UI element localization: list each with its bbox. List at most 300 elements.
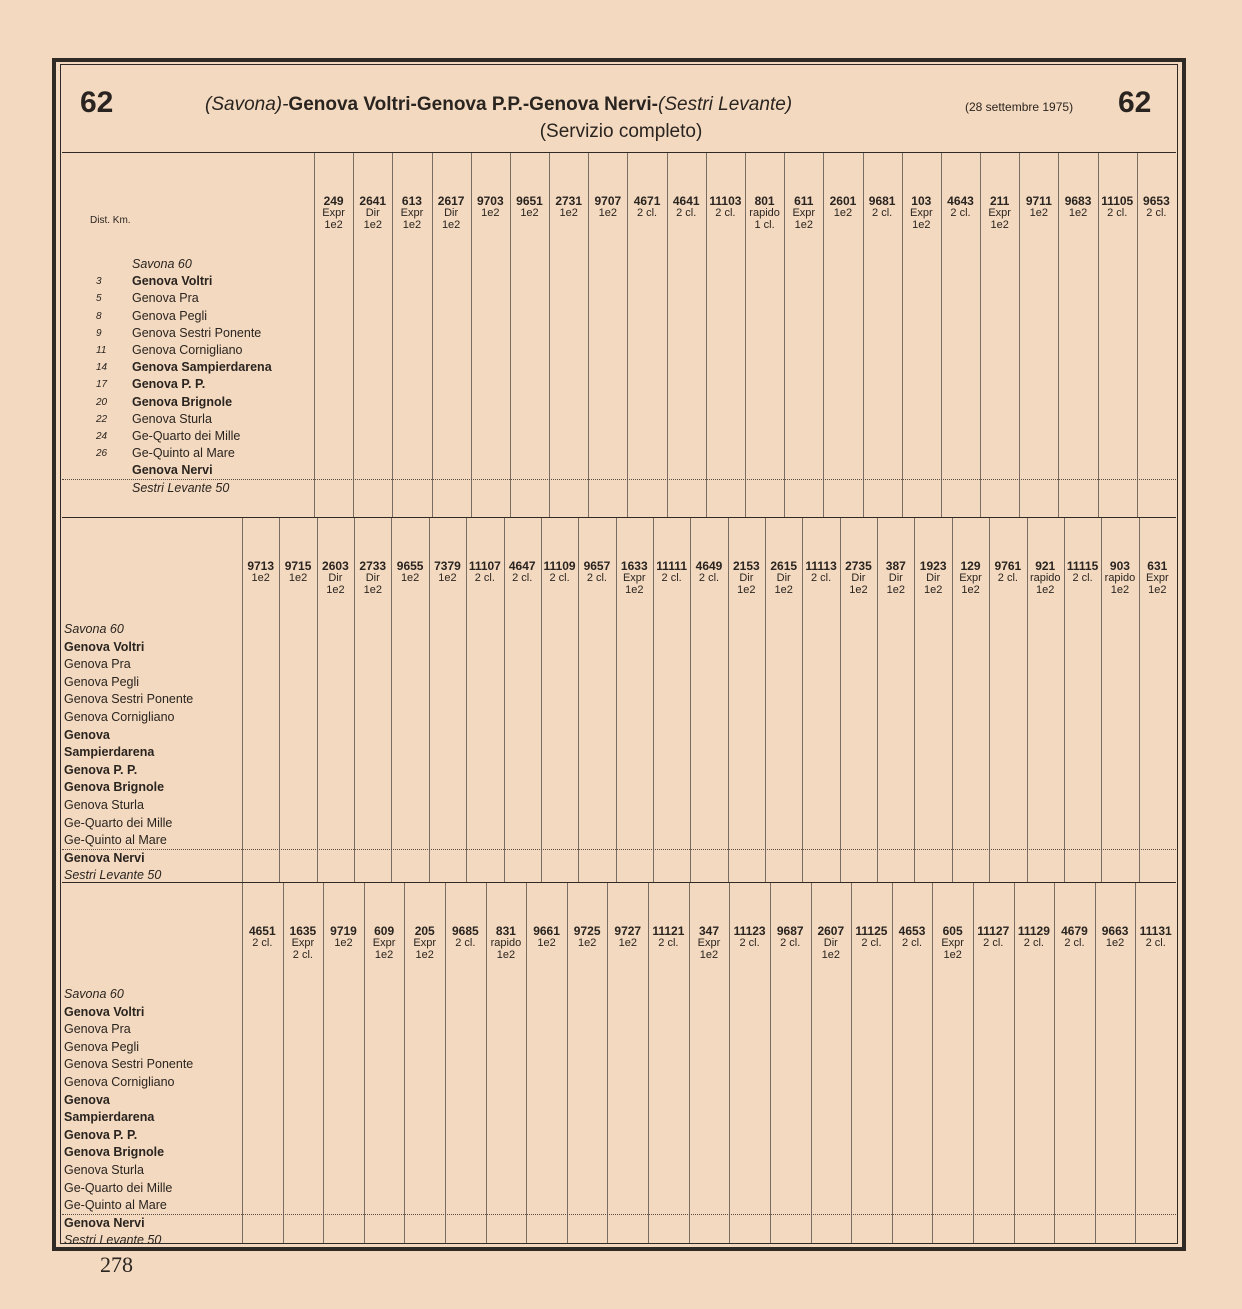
train-column-header	[771, 925, 810, 949]
train-type: Expr	[988, 207, 1011, 219]
train-number: 9685	[451, 924, 479, 938]
train-column-header	[467, 560, 502, 584]
train-type: Expr	[909, 207, 933, 219]
train-column-header	[1096, 925, 1135, 949]
train-number: 1923	[919, 559, 947, 573]
train-class: 2 cl.	[1064, 937, 1085, 949]
train-column-header	[280, 560, 315, 584]
train-number: 831	[495, 924, 516, 938]
train-column-header	[1028, 560, 1063, 596]
station-name: Genova Pra	[64, 657, 131, 672]
station-name: Sestri Levante 50	[132, 480, 230, 495]
train-class: 2 cl.	[455, 937, 476, 949]
train-type: Expr	[622, 572, 646, 584]
train-number: 2601	[829, 194, 857, 208]
train-class: 2 cl.	[1107, 207, 1128, 219]
train-number: 4651	[248, 924, 276, 938]
train-column-header	[668, 195, 705, 219]
train-number: 347	[698, 924, 719, 938]
train-column-header	[365, 925, 404, 961]
train-number: 801	[754, 194, 775, 208]
train-column-header	[990, 560, 1025, 584]
train-class: 2 cl.	[1146, 207, 1167, 219]
train-number: 9661	[533, 924, 560, 938]
train-column-header	[953, 560, 988, 596]
train-class: 1e2	[363, 584, 382, 596]
train-number: 7379	[434, 559, 461, 573]
train-number: 11131	[1139, 924, 1172, 938]
train-number: 11105	[1101, 194, 1134, 208]
train-column-header	[487, 925, 526, 961]
train-column-header	[472, 195, 509, 219]
train-class: 1e2	[577, 937, 597, 949]
train-number: 11113	[805, 559, 837, 573]
train-column-header	[608, 925, 647, 949]
train-number: 9687	[776, 924, 804, 938]
timetable-section-3	[62, 882, 1176, 1248]
station-name: Genova Pegli	[64, 674, 140, 689]
train-class: 2 cl.	[901, 937, 923, 949]
train-type: Expr	[1145, 572, 1169, 584]
train-number: 903	[1109, 559, 1130, 573]
station-name: Genova Sestri Ponente	[132, 325, 262, 340]
station-km: 5	[96, 293, 102, 305]
train-class: 1e2	[1105, 937, 1125, 949]
train-class: 1e2	[288, 572, 308, 584]
train-class: 2 cl.	[698, 572, 720, 584]
train-column-header	[628, 195, 665, 219]
train-number: 605	[942, 924, 963, 938]
train-column-header	[354, 195, 391, 231]
train-number: 11109	[543, 559, 576, 573]
train-number: 11129	[1017, 924, 1050, 938]
train-number: 9719	[330, 924, 357, 938]
page-number: 278	[100, 1252, 133, 1277]
train-number: 609	[374, 924, 395, 938]
train-class: 2 cl.	[997, 572, 1018, 584]
train-number: 2735	[845, 559, 872, 573]
train-class: 1e2	[537, 937, 556, 949]
train-column-header	[392, 560, 427, 584]
train-number: 11121	[652, 924, 685, 938]
train-number: 2733	[359, 559, 387, 573]
station-name: Genova Pra	[64, 1022, 131, 1037]
train-number: 249	[323, 194, 344, 208]
station-name: Sampierdarena	[64, 745, 155, 760]
station-name: Genova Brignole	[132, 394, 233, 409]
train-class: 1e2	[363, 219, 382, 231]
train-class: 1e2	[441, 219, 461, 231]
train-column-header	[243, 925, 282, 949]
station-km: 22	[96, 413, 108, 425]
train-class: 2 cl.	[1023, 937, 1044, 949]
table-number-right: 62	[1118, 86, 1152, 119]
train-column-header	[893, 925, 932, 949]
train-number: 921	[1035, 559, 1056, 573]
train-type: rapido	[1104, 572, 1136, 584]
train-column-header	[568, 925, 607, 949]
route-title	[205, 94, 792, 116]
station-name: Genova Sampierdarena	[132, 360, 272, 375]
train-number: 9713	[247, 559, 275, 573]
train-number: 9761	[994, 559, 1022, 573]
row-separator	[62, 849, 1176, 850]
train-column-header	[649, 925, 688, 949]
train-class: 1e2	[496, 949, 516, 961]
station-name: Genova	[64, 727, 110, 742]
station-name: Sestri Levante 50	[64, 1233, 162, 1248]
train-class: 1e2	[400, 572, 420, 584]
train-class: 1e2	[912, 219, 931, 231]
station-name: Genova Sturla	[64, 798, 144, 812]
route-subtitle: (Servizio completo)	[539, 121, 703, 142]
station-name: Ge-Quarto dei Mille	[64, 815, 173, 830]
train-type: Expr	[697, 937, 721, 949]
row-separator	[62, 479, 1176, 480]
train-column-header	[690, 925, 729, 961]
train-class: 2 cl.	[810, 572, 832, 584]
station-name: Genova Sturla	[132, 411, 212, 426]
station-name: Ge-Quinto al Mare	[64, 833, 167, 848]
train-column-header	[942, 195, 979, 219]
train-number: 11107	[468, 559, 501, 573]
train-column-header	[785, 195, 822, 231]
train-number: 4671	[633, 194, 661, 208]
train-number: 9663	[1101, 924, 1129, 938]
train-class: 2 cl.	[715, 207, 736, 219]
train-class: 2 cl.	[872, 207, 893, 219]
train-number: 9711	[1025, 194, 1052, 208]
train-number: 11123	[733, 924, 766, 938]
train-class: 2 cl.	[512, 572, 533, 584]
train-number: 9703	[476, 194, 504, 208]
route-date: (28 settembre 1975)	[965, 100, 1074, 114]
train-column-header	[446, 925, 485, 949]
station-name: Genova Voltri	[64, 1004, 145, 1019]
station-name: Genova Pegli	[64, 1039, 140, 1054]
train-column-header	[324, 925, 363, 949]
train-column-header	[284, 925, 323, 961]
train-column-header	[746, 195, 783, 231]
train-number: 11111	[656, 559, 687, 573]
train-number: 129	[960, 559, 981, 573]
train-column-header	[617, 560, 652, 596]
station-km: 14	[96, 362, 108, 374]
station-name: Genova P. P.	[64, 762, 138, 777]
train-column-header	[1099, 195, 1136, 219]
train-number: 9683	[1064, 194, 1092, 208]
train-column-header	[579, 560, 614, 584]
train-class: 2 cl.	[636, 207, 658, 219]
station-name: Genova Voltri	[132, 274, 213, 289]
train-class: 2 cl.	[739, 937, 760, 949]
train-column-header	[433, 195, 470, 231]
train-class: 1e2	[618, 937, 637, 949]
station-name: Genova Brignole	[64, 780, 165, 795]
train-class: 1e2	[923, 584, 943, 596]
train-number: 2607	[817, 924, 845, 938]
train-type: Dir	[739, 572, 754, 584]
train-class: 1e2	[1029, 207, 1049, 219]
train-number: 4647	[508, 559, 536, 573]
train-class: 1e2	[961, 584, 980, 596]
train-number: 103	[911, 194, 932, 208]
train-column-header	[933, 925, 972, 961]
train-class: 2 cl.	[983, 937, 1004, 949]
train-column-header	[511, 195, 548, 219]
train-class: 1e2	[990, 219, 1009, 231]
train-class: 2 cl.	[292, 949, 313, 961]
station-name: Ge-Quinto al Mare	[132, 446, 235, 461]
train-column-header	[1138, 195, 1175, 219]
train-number: 1635	[289, 924, 317, 938]
route-title-main: Genova Voltri-Genova P.P.-Genova Nervi-	[288, 94, 658, 115]
station-name: Genova Voltri	[64, 639, 145, 654]
train-class: 1 cl.	[754, 219, 775, 231]
train-column-header	[903, 195, 940, 231]
train-number: 11125	[855, 924, 888, 938]
train-column-header	[505, 560, 540, 584]
station-name: Genova P. P.	[64, 1127, 138, 1142]
train-type: Expr	[322, 207, 345, 219]
train-class: 1e2	[625, 584, 644, 596]
train-column-header	[974, 925, 1013, 949]
train-class: 2 cl.	[586, 572, 607, 584]
train-column-header	[542, 560, 577, 584]
train-type: Expr	[291, 937, 315, 949]
train-number: 1633	[620, 559, 648, 573]
train-number: 9657	[583, 559, 611, 573]
train-number: 9655	[396, 559, 424, 573]
station-name: Genova Sestri Ponente	[64, 1057, 194, 1072]
train-column-header	[1015, 925, 1054, 949]
distance-label: Dist. Km.	[90, 215, 131, 226]
station-name: Genova Cornigliano	[64, 1075, 175, 1089]
train-class: 1e2	[402, 219, 422, 231]
train-type: Dir	[365, 572, 380, 584]
train-number: 2615	[770, 559, 798, 573]
train-type: Dir	[851, 572, 866, 584]
train-type: Dir	[365, 207, 380, 219]
train-class: 1e2	[251, 572, 270, 584]
train-class: 1e2	[520, 207, 539, 219]
station-name: Genova	[64, 1092, 110, 1107]
train-class: 2 cl.	[1072, 572, 1093, 584]
train-column-header	[841, 560, 876, 596]
train-number: 2641	[359, 194, 387, 208]
train-class: 1e2	[794, 219, 813, 231]
train-class: 1e2	[821, 949, 840, 961]
station-name: Genova Pra	[132, 291, 199, 306]
train-class: 1e2	[1068, 207, 1088, 219]
train-column-header	[878, 560, 913, 596]
train-number: 9651	[516, 194, 543, 208]
train-column-header	[243, 560, 278, 584]
train-number: 2603	[322, 559, 349, 573]
train-column-header	[315, 195, 352, 231]
train-column-header	[812, 925, 851, 961]
train-type: Expr	[413, 937, 437, 949]
station-km: 20	[96, 396, 108, 408]
train-class: 1e2	[833, 207, 853, 219]
train-number: 613	[401, 194, 422, 208]
train-class: 1e2	[943, 949, 962, 961]
train-class: 1e2	[598, 207, 618, 219]
station-name: Ge-Quarto dei Mille	[132, 429, 241, 443]
train-number: 11127	[977, 924, 1010, 938]
train-column-header	[1020, 195, 1057, 219]
train-number: 4641	[672, 194, 700, 208]
station-name: Ge-Quinto al Mare	[64, 1198, 167, 1213]
train-column-header	[1136, 925, 1175, 949]
train-class: 2 cl.	[861, 937, 882, 949]
train-type: Expr	[400, 207, 424, 219]
train-type: rapido	[1029, 572, 1061, 584]
train-column-header	[1055, 925, 1094, 949]
station-name: Savona 60	[64, 622, 124, 636]
station-km: 8	[96, 310, 102, 322]
train-column-header	[730, 925, 769, 949]
train-class: 2 cl.	[950, 207, 971, 219]
train-column-header	[915, 560, 950, 596]
station-name: Genova Nervi	[64, 850, 145, 865]
train-type: Expr	[941, 937, 964, 949]
table-number-left: 62	[80, 86, 114, 119]
train-column-header	[1140, 560, 1175, 596]
train-number: 11115	[1066, 559, 1099, 573]
station-name: Savona 60	[64, 987, 124, 1001]
train-class: 1e2	[1110, 584, 1130, 596]
train-type: Dir	[888, 572, 903, 584]
train-class: 2 cl.	[549, 572, 570, 584]
train-class: 1e2	[1148, 584, 1167, 596]
train-column-header	[527, 925, 566, 949]
train-class: 1e2	[481, 207, 500, 219]
train-class: 1e2	[699, 949, 719, 961]
route-title-origin: (Savona)-	[205, 94, 289, 115]
train-class: 1e2	[415, 949, 434, 961]
train-number: 4653	[898, 924, 926, 938]
station-km: 9	[96, 327, 102, 339]
route-title-destination: (Sestri Levante)	[658, 94, 793, 115]
train-column-header	[1065, 560, 1100, 584]
train-number: 4679	[1061, 924, 1088, 938]
station-name: Genova Cornigliano	[132, 343, 243, 357]
train-column-header	[691, 560, 726, 584]
station-km: 11	[96, 345, 107, 356]
train-class: 2 cl.	[676, 207, 697, 219]
train-type: Dir	[776, 572, 791, 584]
train-column-header	[852, 925, 891, 949]
train-number: 9727	[614, 924, 642, 938]
train-type: Dir	[444, 207, 459, 219]
train-column-header	[729, 560, 764, 596]
train-number: 2731	[555, 194, 583, 208]
train-column-header	[430, 560, 465, 584]
train-type: Expr	[959, 572, 982, 584]
train-class: 2 cl.	[661, 572, 682, 584]
row-separator	[62, 1214, 1176, 1215]
train-type: rapido	[490, 937, 522, 949]
train-column-header	[318, 560, 353, 596]
train-column-header	[589, 195, 626, 219]
train-column-header	[1059, 195, 1096, 219]
train-number: 631	[1147, 559, 1168, 573]
train-column-header	[824, 195, 861, 219]
station-name: Sampierdarena	[64, 1110, 155, 1125]
train-number: 205	[414, 924, 435, 938]
train-number: 11103	[709, 194, 742, 208]
train-column-header	[1102, 560, 1137, 596]
station-name: Savona 60	[132, 257, 192, 271]
train-class: 1e2	[334, 937, 353, 949]
station-name: Sestri Levante 50	[64, 868, 162, 883]
station-name: Genova Brignole	[64, 1145, 165, 1160]
station-km: 3	[96, 276, 102, 288]
train-class: 2 cl.	[1145, 937, 1166, 949]
train-number: 611	[794, 194, 814, 208]
train-number: 2153	[733, 559, 760, 573]
station-name: Genova Sturla	[64, 1163, 144, 1177]
train-number: 211	[989, 194, 1010, 208]
train-type: rapido	[749, 207, 780, 219]
timetable-section-2	[62, 517, 1176, 883]
station-km: 24	[96, 431, 108, 442]
train-column-header	[355, 560, 390, 596]
train-column-header	[405, 925, 444, 961]
train-class: 1e2	[886, 584, 905, 596]
timetable-section-1	[62, 152, 1176, 518]
train-class: 2 cl.	[780, 937, 801, 949]
train-column-header	[766, 560, 801, 596]
train-number: 9725	[573, 924, 601, 938]
train-class: 2 cl.	[252, 937, 273, 949]
train-number: 9707	[594, 194, 622, 208]
train-class: 1e2	[849, 584, 868, 596]
train-type: Dir	[328, 572, 343, 584]
train-class: 1e2	[1036, 584, 1055, 596]
train-column-header	[707, 195, 744, 219]
train-type: Expr	[372, 937, 396, 949]
station-name: Genova Nervi	[64, 1215, 145, 1230]
station-km: 26	[96, 448, 108, 460]
station-name: Genova Cornigliano	[64, 710, 175, 724]
train-class: 1e2	[326, 584, 345, 596]
train-class: 2 cl.	[474, 572, 495, 584]
train-class: 1e2	[737, 584, 756, 596]
train-number: 4643	[947, 194, 974, 208]
train-class: 2 cl.	[658, 937, 679, 949]
train-column-header	[550, 195, 587, 219]
train-type: Dir	[823, 937, 838, 949]
train-column-header	[864, 195, 901, 219]
train-class: 1e2	[324, 219, 343, 231]
train-type: Dir	[926, 572, 941, 584]
train-column-header	[803, 560, 838, 584]
train-type: Expr	[792, 207, 816, 219]
station-name: Genova P. P.	[132, 377, 206, 392]
station-name: Genova Nervi	[132, 463, 213, 478]
train-number: 9715	[284, 559, 312, 573]
station-name: Genova Pegli	[132, 308, 208, 323]
train-column-header	[654, 560, 689, 584]
train-column-header	[393, 195, 430, 231]
train-class: 1e2	[559, 207, 578, 219]
train-number: 2617	[437, 194, 465, 208]
train-number: 4649	[695, 559, 723, 573]
train-number: 9653	[1143, 194, 1170, 208]
train-number: 9681	[868, 194, 896, 208]
